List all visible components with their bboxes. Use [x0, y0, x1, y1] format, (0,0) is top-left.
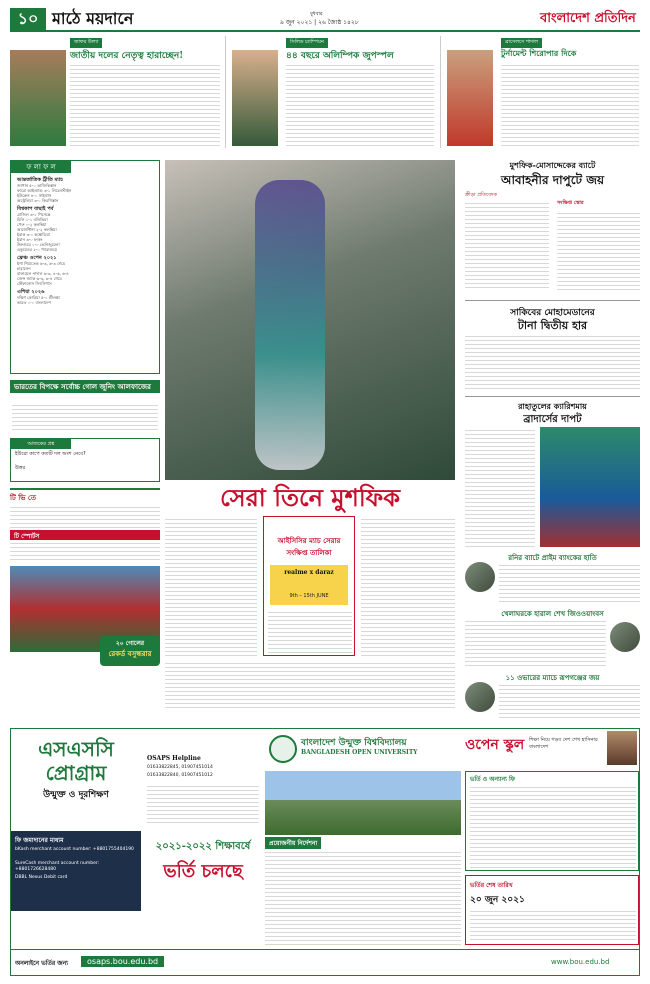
- score-title: সংক্ষিপ্ত স্কোর: [557, 200, 584, 206]
- icc-ad-box: [263, 516, 355, 656]
- lower-mid-text: [165, 660, 455, 710]
- result-line: ভারত ০-০ বাংলাদেশ: [17, 300, 51, 305]
- bou-header: [265, 729, 525, 769]
- batsman-figure: [255, 180, 325, 470]
- record-box: [100, 636, 160, 666]
- bou-web[interactable]: www.bou.edu.bd: [551, 958, 610, 966]
- top-story-body: [286, 62, 434, 146]
- team-celebration-photo: [540, 427, 640, 547]
- main-photo: [165, 160, 455, 480]
- player-photo: [10, 50, 66, 146]
- page-header: [10, 8, 640, 32]
- deadline-body: [470, 908, 636, 942]
- top-story-tag: ব্রাসেলসে শাদাল: [501, 38, 542, 48]
- icc-ad-brand: realme x daraz: [284, 569, 334, 576]
- score-body: [557, 210, 640, 290]
- payment-box: [11, 831, 141, 911]
- main-body-columns: [165, 516, 455, 656]
- sports-box: [10, 530, 160, 560]
- result-line: দক্ষিণ কোরিয়া ৫-০ শ্রীলঙ্কা: [17, 295, 60, 300]
- ssc-title: এসএসসি: [38, 737, 114, 761]
- pm-quote-text: শিক্ষা নিয়ে গড়ব দেশ শেখ হাসিনার বাংলাদেশ: [529, 737, 598, 750]
- top-story-headline: ৪৪ বছরে অলিম্পিক জুপস্পল: [286, 51, 394, 61]
- results-panel: [10, 160, 160, 374]
- tennis-player-photo: [447, 50, 493, 146]
- main-kicker: মুশফিক-মোসাদ্দেকের ব্যাটে: [509, 160, 596, 170]
- pm-photo: [607, 731, 637, 765]
- small-news-3: [465, 672, 640, 722]
- bou-logo-icon: [269, 735, 297, 763]
- ssc-program: [11, 729, 141, 829]
- result-line: ফারো আইল্যান্ড ৩-১ লিচেনস্টাইন: [17, 188, 72, 193]
- icc-ad-subtitle: সংক্ষিপ্ত তালিকা: [286, 548, 332, 557]
- osc-web[interactable]: osaps.bou.edu.bd: [81, 956, 164, 967]
- india-record-box: [10, 380, 160, 434]
- helpline-body: [147, 783, 259, 823]
- main-story: [465, 160, 640, 290]
- helpline-box: [143, 729, 263, 829]
- instruction-title: প্রয়োজনীয় নির্দেশনা: [265, 837, 321, 850]
- newspaper-logo: বাংলাদেশ প্রতিদিন: [540, 11, 636, 26]
- tv-body: [10, 504, 160, 528]
- main-byline: ক্রীড়া প্রতিবেদক: [465, 192, 498, 198]
- bou-name-en: BANGLADESH OPEN UNIVERSITY: [301, 749, 418, 756]
- deadline-date: ২০ জুন ২০২১: [470, 895, 525, 905]
- result-line: হারালেন: [17, 266, 31, 271]
- third-story: [465, 396, 640, 546]
- section-title: মাঠে ময়দানে: [52, 9, 134, 28]
- payment-1: bKash merchant account number: +8801755404190: [15, 847, 134, 852]
- result-line: আর্জেন্টিনা ২-২ কলম্বিয়া: [17, 227, 57, 232]
- small-news-body: [465, 618, 606, 666]
- result-line: চিলি ১-১ বলিভিয়া: [17, 217, 48, 222]
- payment-2: SureCash merchant account number: +8801726628480: [15, 861, 100, 872]
- second-headline: সাকিবের মোহামেডানের: [510, 308, 595, 318]
- campus-photo: [265, 771, 461, 835]
- top-story-headline: জাতীয় দলের নেতৃত্ব হারাচ্ছেন!: [70, 51, 184, 61]
- third-headline: রাহাতুলের ক্যারিশমায়: [518, 401, 587, 411]
- sports-body: [10, 540, 160, 560]
- day-label: বুধবার: [310, 11, 323, 17]
- result-line: একুয়েডর ২-০ প্যারাগুয়ে: [17, 247, 58, 252]
- result-head: বিশ্বকাপ বাছাই পর্ব: [17, 206, 54, 212]
- icc-ad-banner: [270, 565, 348, 605]
- session-box: [143, 831, 263, 911]
- fee-box: [465, 771, 639, 871]
- photo-caption: সেরা তিনে মুশফিক: [219, 483, 401, 512]
- result-line: ইরান ৩-০ হংকং: [17, 237, 43, 242]
- top-story-tag: জাফর উল্যা: [70, 38, 102, 48]
- small-news-photo: [610, 622, 640, 652]
- result-head: এশিয়া ২০২৬: [17, 289, 45, 295]
- result-head: ফ্রেঞ্চ ওপেন ২০২১: [17, 255, 57, 261]
- top-story-3: [440, 36, 640, 148]
- sports-title: টি স্পোর্টস: [10, 530, 160, 543]
- record-count: ২০ গোলের: [115, 640, 145, 647]
- payment-3: DBBL Nexus Debit card: [15, 875, 68, 880]
- bottom-bar: [11, 949, 639, 975]
- page-number: ১০: [10, 8, 46, 30]
- fee-body: [470, 784, 636, 868]
- top-story-body: [70, 62, 220, 146]
- result-line: রাফায়েল নাদাল ৬-৩, ৪-৬, ৬-৪: [17, 271, 69, 276]
- small-news-headline: ১১ ওভারের ম্যাচে রূপগঞ্জের জয়: [505, 673, 600, 682]
- instruction-body: [265, 849, 461, 947]
- results-title: ফ লা ফ ল: [11, 161, 71, 173]
- third-headline-2: ব্রাদার্সের দাপট: [523, 414, 582, 425]
- helpline-phone-1: 01633822845, 01907451014: [147, 765, 213, 770]
- quiz-answer-label: উত্তর: [15, 465, 26, 471]
- small-news-1: [465, 552, 640, 604]
- top-story-tag: সিলিড চ্যাম্পিয়ন: [286, 38, 328, 48]
- result-line: জাপান ৫-০ তাজিকিস্তান: [17, 183, 57, 188]
- quiz-box: [10, 438, 160, 482]
- result-line: স্টেফানোস সিৎসিপাস: [17, 281, 52, 286]
- fee-title: ভর্তি ও অন্যান্য ফি: [470, 776, 516, 783]
- small-news-headline: খেলাঘরকে হারাল শেখ জিওওয়াংবস: [501, 609, 604, 618]
- body-col-1: [165, 516, 257, 656]
- india-record-body: [12, 402, 158, 432]
- icc-ad-title: আইসিসির ম্যাচ সেরার: [277, 536, 341, 545]
- result-line: ইউক্রেন ৪-০ সাইপ্রাস: [17, 193, 52, 198]
- pm-quote: [529, 729, 639, 769]
- athlete-photo: [232, 50, 278, 146]
- main-story-body: [465, 200, 549, 290]
- quiz-question: ইউরো কাপে কতটি দল অংশ নেবে?: [15, 451, 86, 457]
- bou-name-bn: বাংলাদেশ উন্মুক্ত বিশ্ববিদ্যালয়: [301, 738, 407, 748]
- date-label: ৯ জুন ২০২১ | ২৬ জ্যৈষ্ঠ ১৪২৮: [280, 19, 359, 26]
- small-news-headline: রনির ব্যাটে প্রাইম ব্যাংকের হাতি: [508, 553, 597, 562]
- small-news-photo: [465, 562, 495, 592]
- deadline-title: ভর্তির শেষ তারিখ: [470, 882, 513, 889]
- result-line: ইরাক ৩-০ কম্বোডিয়া: [17, 232, 50, 237]
- tv-box: [10, 488, 160, 528]
- result-head: আন্তর্জাতিক ট্রীতি ম্যাচ: [17, 177, 63, 183]
- top-story-headline: টুর্নামেন্ট শিরোপার দিকে: [501, 48, 577, 58]
- open-school-title: ওপেন স্কুল: [465, 737, 525, 753]
- icc-ad-body: [268, 609, 352, 653]
- main-headline: আবাহনীর দাপুটে জয়: [500, 173, 605, 187]
- bou-ad: [10, 728, 640, 976]
- top-story-1: [10, 36, 220, 148]
- result-line: ইগা শিয়াতেক ৬-৩, ৬-৩ গেমে: [17, 261, 66, 266]
- tv-title: টি ভি তে: [10, 493, 37, 502]
- small-news-photo: [465, 682, 495, 712]
- top-story-2: [225, 36, 435, 148]
- result-line: পেরু ০-২ কলম্বিয়া: [17, 222, 47, 227]
- result-line: জেন্স জ্যাক ৬-৩, ৬-৪ গেমে: [17, 276, 62, 281]
- second-headline-2: টানা দ্বিতীয় হার: [517, 319, 588, 332]
- session-title: ২০২১-২০২২ শিক্ষাবর্ষে: [155, 841, 251, 852]
- india-record-title: ভারতের বিপক্ষে সর্বোচ্চ গোল জুনিং আলফাজের: [10, 380, 160, 393]
- results-list: [17, 177, 157, 305]
- small-news-body: [499, 682, 640, 720]
- top-story-body: [501, 62, 639, 146]
- deadline-box: [465, 875, 639, 945]
- second-story: [465, 300, 640, 390]
- admission-title: ভর্তি চলছে: [163, 861, 243, 882]
- helpline-phone-2: 01633822840, 01907451012: [147, 773, 213, 778]
- body-col-3: [361, 516, 455, 656]
- apply-title: অনলাইনে ভর্তির জন্য: [15, 960, 68, 967]
- ssc-subtitle: উন্মুক্ত ও দূরশিক্ষণ: [43, 790, 109, 800]
- second-body: [465, 333, 640, 391]
- result-line: উরুগুয়ে ০-০ ভেনিজুয়েলা: [17, 242, 60, 247]
- third-body: [465, 427, 535, 547]
- small-news-2: [465, 608, 640, 668]
- ssc-title-2: প্রোগ্রাম: [45, 761, 107, 785]
- record-title: রেকর্ড বসুন্ধরার: [108, 649, 152, 658]
- icc-ad-event: 9th – 15th JUNE: [289, 593, 329, 599]
- instruction-box: [265, 837, 461, 947]
- result-line: অস্ট্রেলিয়া ৩-০ কিরগিস্তান: [17, 198, 59, 203]
- payment-title: ফি জমাদানের মাধ্যম: [15, 837, 64, 844]
- small-news-body: [499, 562, 640, 602]
- helpline-title: OSAPS Helpline: [147, 755, 201, 762]
- result-line: ব্রাজিল ৩-১ পিসেন্তে: [17, 212, 51, 217]
- quiz-title: আজকের প্রশ্ন: [11, 439, 71, 449]
